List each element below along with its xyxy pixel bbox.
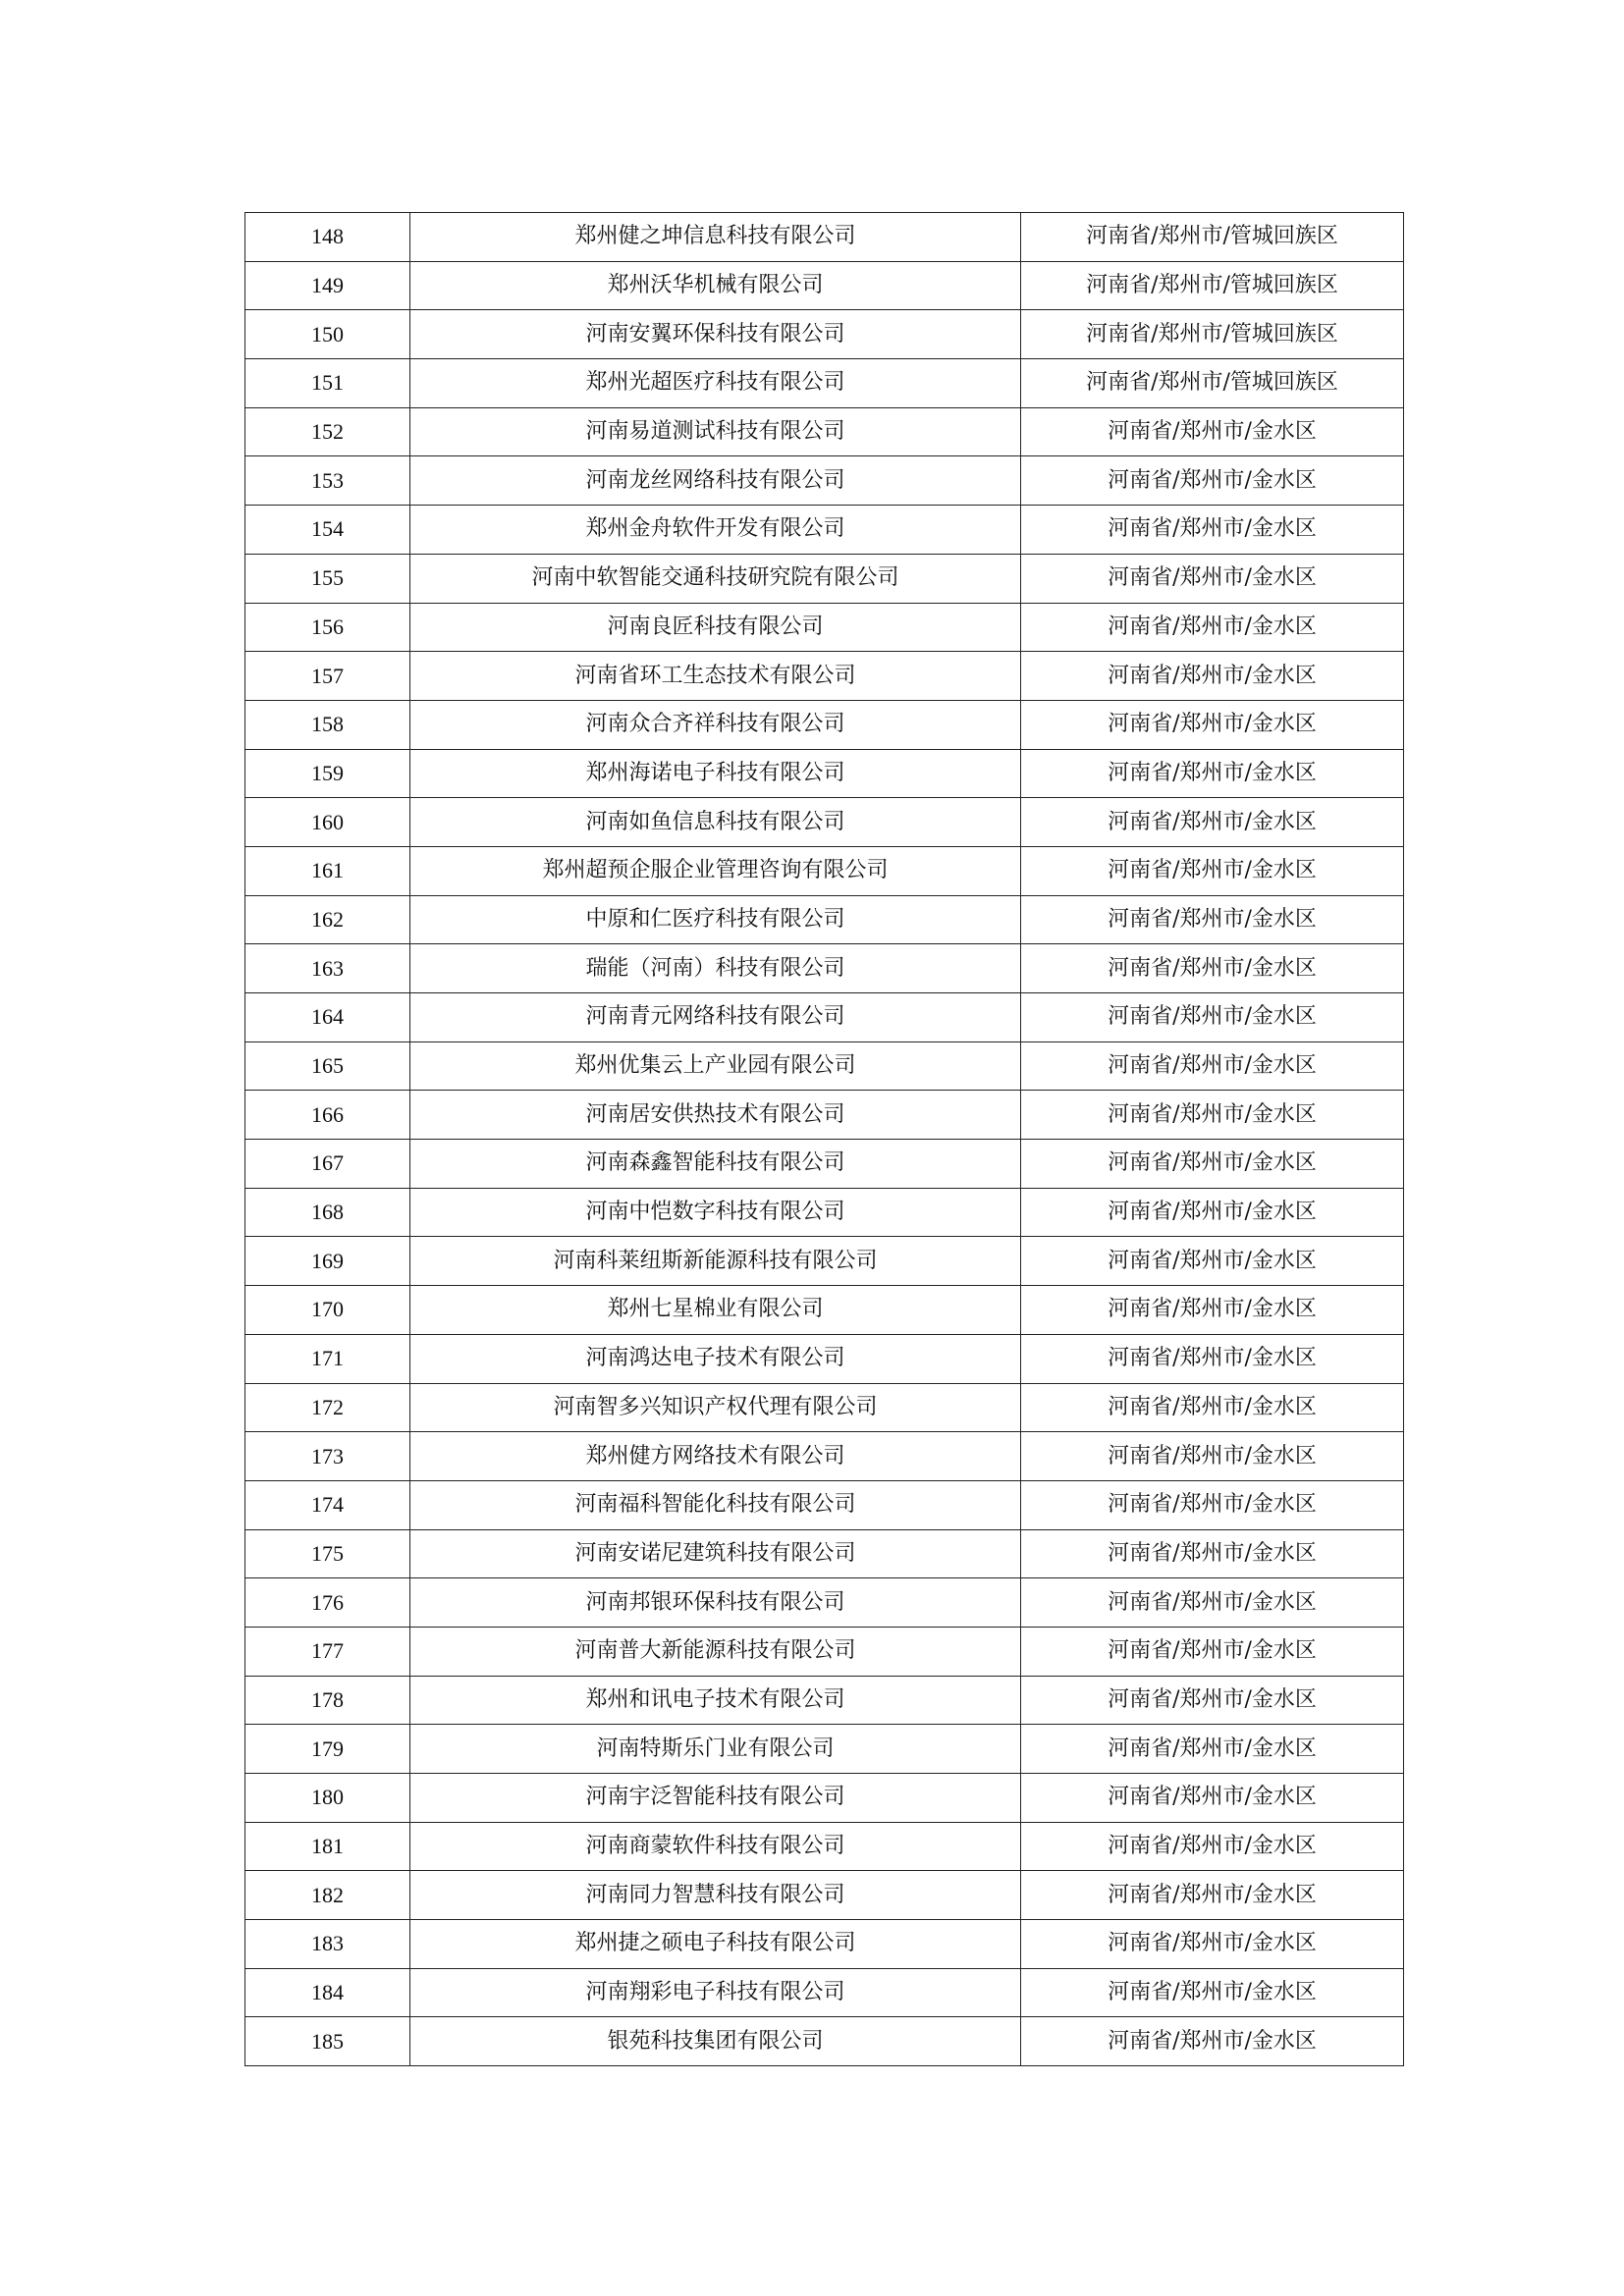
table-row — [245, 456, 1404, 506]
company-name-cell: 河南易道测试科技有限公司 — [410, 407, 1021, 456]
table-row — [245, 1334, 1404, 1383]
table-row — [245, 407, 1404, 456]
table-row — [245, 261, 1404, 310]
table-row — [245, 749, 1404, 798]
row-index-cell: 179 — [245, 1725, 410, 1774]
company-name-cell: 郑州优集云上产业园有限公司 — [410, 1041, 1021, 1091]
table-row — [245, 1529, 1404, 1578]
region-cell: 河南省/郑州市/金水区 — [1021, 1188, 1404, 1237]
region-cell: 河南省/郑州市/金水区 — [1021, 798, 1404, 847]
table-row — [245, 1041, 1404, 1091]
region-cell: 河南省/郑州市/金水区 — [1021, 749, 1404, 798]
row-index-cell: 163 — [245, 944, 410, 993]
row-index-cell: 176 — [245, 1578, 410, 1628]
row-index-cell: 148 — [245, 213, 410, 262]
table-row — [245, 2017, 1404, 2066]
region-cell: 河南省/郑州市/金水区 — [1021, 2017, 1404, 2066]
company-name-cell: 瑞能（河南）科技有限公司 — [410, 944, 1021, 993]
table-row — [245, 993, 1404, 1042]
table-row — [245, 1920, 1404, 1969]
region-cell: 河南省/郑州市/金水区 — [1021, 1480, 1404, 1529]
company-name-cell: 河南中软智能交通科技研究院有限公司 — [410, 554, 1021, 603]
row-index-cell: 174 — [245, 1480, 410, 1529]
company-name-cell: 郑州超预企服企业管理咨询有限公司 — [410, 846, 1021, 895]
row-index-cell: 156 — [245, 603, 410, 652]
region-cell: 河南省/郑州市/金水区 — [1021, 1432, 1404, 1481]
table-row — [245, 554, 1404, 603]
region-cell: 河南省/郑州市/管城回族区 — [1021, 213, 1404, 262]
row-index-cell: 171 — [245, 1334, 410, 1383]
row-index-cell: 164 — [245, 993, 410, 1042]
row-index-cell: 178 — [245, 1676, 410, 1725]
region-cell: 河南省/郑州市/金水区 — [1021, 652, 1404, 701]
row-index-cell: 158 — [245, 700, 410, 749]
region-cell: 河南省/郑州市/金水区 — [1021, 1871, 1404, 1920]
table-row — [245, 1383, 1404, 1432]
table-row — [245, 506, 1404, 555]
row-index-cell: 159 — [245, 749, 410, 798]
region-cell: 河南省/郑州市/金水区 — [1021, 1725, 1404, 1774]
table-row — [245, 213, 1404, 262]
company-name-cell: 郑州和讯电子技术有限公司 — [410, 1676, 1021, 1725]
region-cell: 河南省/郑州市/金水区 — [1021, 1578, 1404, 1628]
table-row — [245, 1871, 1404, 1920]
row-index-cell: 167 — [245, 1140, 410, 1189]
table-row — [245, 603, 1404, 652]
company-name-cell: 河南同力智慧科技有限公司 — [410, 1871, 1021, 1920]
region-cell: 河南省/郑州市/金水区 — [1021, 944, 1404, 993]
row-index-cell: 165 — [245, 1041, 410, 1091]
region-cell: 河南省/郑州市/管城回族区 — [1021, 359, 1404, 408]
region-cell: 河南省/郑州市/金水区 — [1021, 1383, 1404, 1432]
table-row — [245, 1286, 1404, 1335]
table-row — [245, 1237, 1404, 1286]
region-cell: 河南省/郑州市/金水区 — [1021, 407, 1404, 456]
table-row — [245, 1627, 1404, 1676]
company-name-cell: 银苑科技集团有限公司 — [410, 2017, 1021, 2066]
company-name-cell: 中原和仁医疗科技有限公司 — [410, 895, 1021, 944]
company-name-cell: 郑州七星棉业有限公司 — [410, 1286, 1021, 1335]
company-name-cell: 河南安诺尼建筑科技有限公司 — [410, 1529, 1021, 1578]
company-name-cell: 河南福科智能化科技有限公司 — [410, 1480, 1021, 1529]
company-name-cell: 河南安翼环保科技有限公司 — [410, 310, 1021, 359]
company-name-cell: 河南商蒙软件科技有限公司 — [410, 1822, 1021, 1871]
region-cell: 河南省/郑州市/管城回族区 — [1021, 261, 1404, 310]
table-row — [245, 1188, 1404, 1237]
region-cell: 河南省/郑州市/金水区 — [1021, 1334, 1404, 1383]
region-cell: 河南省/郑州市/金水区 — [1021, 1286, 1404, 1335]
region-cell: 河南省/郑州市/金水区 — [1021, 846, 1404, 895]
region-cell: 河南省/郑州市/金水区 — [1021, 506, 1404, 555]
company-name-cell: 郑州海诺电子科技有限公司 — [410, 749, 1021, 798]
row-index-cell: 154 — [245, 506, 410, 555]
row-index-cell: 162 — [245, 895, 410, 944]
table-row — [245, 1774, 1404, 1823]
table-row — [245, 1140, 1404, 1189]
region-cell: 河南省/郑州市/金水区 — [1021, 1822, 1404, 1871]
company-name-cell: 河南省环工生态技术有限公司 — [410, 652, 1021, 701]
company-name-cell: 河南特斯乐门业有限公司 — [410, 1725, 1021, 1774]
table-row — [245, 652, 1404, 701]
row-index-cell: 183 — [245, 1920, 410, 1969]
region-cell: 河南省/郑州市/金水区 — [1021, 1920, 1404, 1969]
region-cell: 河南省/郑州市/金水区 — [1021, 1529, 1404, 1578]
row-index-cell: 152 — [245, 407, 410, 456]
company-name-cell: 河南良匠科技有限公司 — [410, 603, 1021, 652]
table-row — [245, 798, 1404, 847]
table-row — [245, 1578, 1404, 1628]
table-row — [245, 1676, 1404, 1725]
company-name-cell: 河南居安供热技术有限公司 — [410, 1091, 1021, 1140]
table-row — [245, 1822, 1404, 1871]
region-cell: 河南省/郑州市/金水区 — [1021, 895, 1404, 944]
company-name-cell: 河南科莱纽斯新能源科技有限公司 — [410, 1237, 1021, 1286]
table-body — [245, 213, 1404, 2066]
company-name-cell: 河南宇泛智能科技有限公司 — [410, 1774, 1021, 1823]
table-row — [245, 1091, 1404, 1140]
table-row — [245, 1432, 1404, 1481]
region-cell: 河南省/郑州市/金水区 — [1021, 554, 1404, 603]
company-name-cell: 郑州捷之硕电子科技有限公司 — [410, 1920, 1021, 1969]
company-name-cell: 郑州沃华机械有限公司 — [410, 261, 1021, 310]
row-index-cell: 155 — [245, 554, 410, 603]
table-row — [245, 895, 1404, 944]
row-index-cell: 161 — [245, 846, 410, 895]
region-cell: 河南省/郑州市/金水区 — [1021, 1140, 1404, 1189]
region-cell: 河南省/郑州市/金水区 — [1021, 1237, 1404, 1286]
region-cell: 河南省/郑州市/金水区 — [1021, 1774, 1404, 1823]
row-index-cell: 151 — [245, 359, 410, 408]
company-name-cell: 河南青元网络科技有限公司 — [410, 993, 1021, 1042]
row-index-cell: 157 — [245, 652, 410, 701]
row-index-cell: 153 — [245, 456, 410, 506]
company-list-table — [244, 212, 1404, 2066]
row-index-cell: 170 — [245, 1286, 410, 1335]
table-row — [245, 1725, 1404, 1774]
row-index-cell: 177 — [245, 1627, 410, 1676]
row-index-cell: 181 — [245, 1822, 410, 1871]
company-name-cell: 河南翔彩电子科技有限公司 — [410, 1968, 1021, 2017]
region-cell: 河南省/郑州市/金水区 — [1021, 1091, 1404, 1140]
region-cell: 河南省/郑州市/金水区 — [1021, 1676, 1404, 1725]
row-index-cell: 173 — [245, 1432, 410, 1481]
region-cell: 河南省/郑州市/金水区 — [1021, 1968, 1404, 2017]
row-index-cell: 168 — [245, 1188, 410, 1237]
company-name-cell: 河南邦银环保科技有限公司 — [410, 1578, 1021, 1628]
company-name-cell: 河南智多兴知识产权代理有限公司 — [410, 1383, 1021, 1432]
company-name-cell: 郑州健之坤信息科技有限公司 — [410, 213, 1021, 262]
region-cell: 河南省/郑州市/管城回族区 — [1021, 310, 1404, 359]
region-cell: 河南省/郑州市/金水区 — [1021, 1627, 1404, 1676]
row-index-cell: 160 — [245, 798, 410, 847]
row-index-cell: 172 — [245, 1383, 410, 1432]
table-row — [245, 359, 1404, 408]
row-index-cell: 184 — [245, 1968, 410, 2017]
row-index-cell: 169 — [245, 1237, 410, 1286]
company-name-cell: 河南普大新能源科技有限公司 — [410, 1627, 1021, 1676]
region-cell: 河南省/郑州市/金水区 — [1021, 993, 1404, 1042]
table-row — [245, 1968, 1404, 2017]
company-name-cell: 河南如鱼信息科技有限公司 — [410, 798, 1021, 847]
table-row — [245, 1480, 1404, 1529]
company-name-cell: 郑州金舟软件开发有限公司 — [410, 506, 1021, 555]
region-cell: 河南省/郑州市/金水区 — [1021, 1041, 1404, 1091]
company-name-cell: 河南森鑫智能科技有限公司 — [410, 1140, 1021, 1189]
company-name-cell: 河南中恺数字科技有限公司 — [410, 1188, 1021, 1237]
company-name-cell: 河南众合齐祥科技有限公司 — [410, 700, 1021, 749]
row-index-cell: 166 — [245, 1091, 410, 1140]
table-row — [245, 944, 1404, 993]
company-name-cell: 郑州健方网络技术有限公司 — [410, 1432, 1021, 1481]
region-cell: 河南省/郑州市/金水区 — [1021, 603, 1404, 652]
company-name-cell: 郑州光超医疗科技有限公司 — [410, 359, 1021, 408]
row-index-cell: 149 — [245, 261, 410, 310]
row-index-cell: 182 — [245, 1871, 410, 1920]
row-index-cell: 185 — [245, 2017, 410, 2066]
row-index-cell: 175 — [245, 1529, 410, 1578]
table-row — [245, 700, 1404, 749]
table-row — [245, 846, 1404, 895]
company-name-cell: 河南龙丝网络科技有限公司 — [410, 456, 1021, 506]
region-cell: 河南省/郑州市/金水区 — [1021, 700, 1404, 749]
table-row — [245, 310, 1404, 359]
row-index-cell: 150 — [245, 310, 410, 359]
company-name-cell: 河南鸿达电子技术有限公司 — [410, 1334, 1021, 1383]
region-cell: 河南省/郑州市/金水区 — [1021, 456, 1404, 506]
row-index-cell: 180 — [245, 1774, 410, 1823]
